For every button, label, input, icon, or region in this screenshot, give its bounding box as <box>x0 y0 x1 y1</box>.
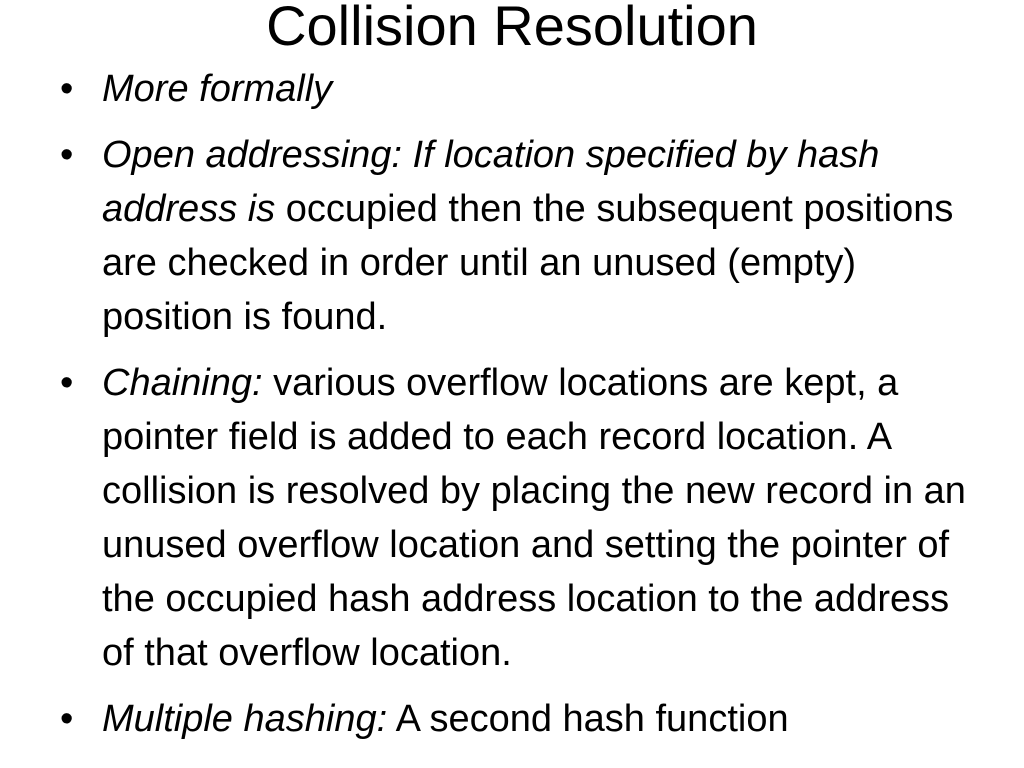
bullet-lead: Multiple hashing: <box>102 698 388 740</box>
slide-title: Collision Resolution <box>266 0 758 57</box>
bullet-chaining <box>60 356 980 680</box>
bullet-lead: More formally <box>102 68 333 110</box>
bullet-text: various overflow locations are kept, a pointer field is added to each record location. A collision is resolved by placing the new record in an unused overflow location and setting the pointer of the occupied hash address location to the address of that overflow location. <box>102 362 966 674</box>
bullet-lead: Open addressing: If location specified by hash address is <box>102 134 880 230</box>
bullet-text: occupied then the subsequent positions are checked in order until an unused (empty) position is found. <box>102 188 954 338</box>
bullet-more-formally <box>60 62 980 116</box>
bullet-list <box>60 62 980 758</box>
bullet-lead: Chaining: <box>102 362 263 404</box>
bullet-text: A second hash function <box>387 698 789 740</box>
bullet-multiple-hashing <box>60 692 980 746</box>
bullet-open-addressing <box>60 128 980 344</box>
